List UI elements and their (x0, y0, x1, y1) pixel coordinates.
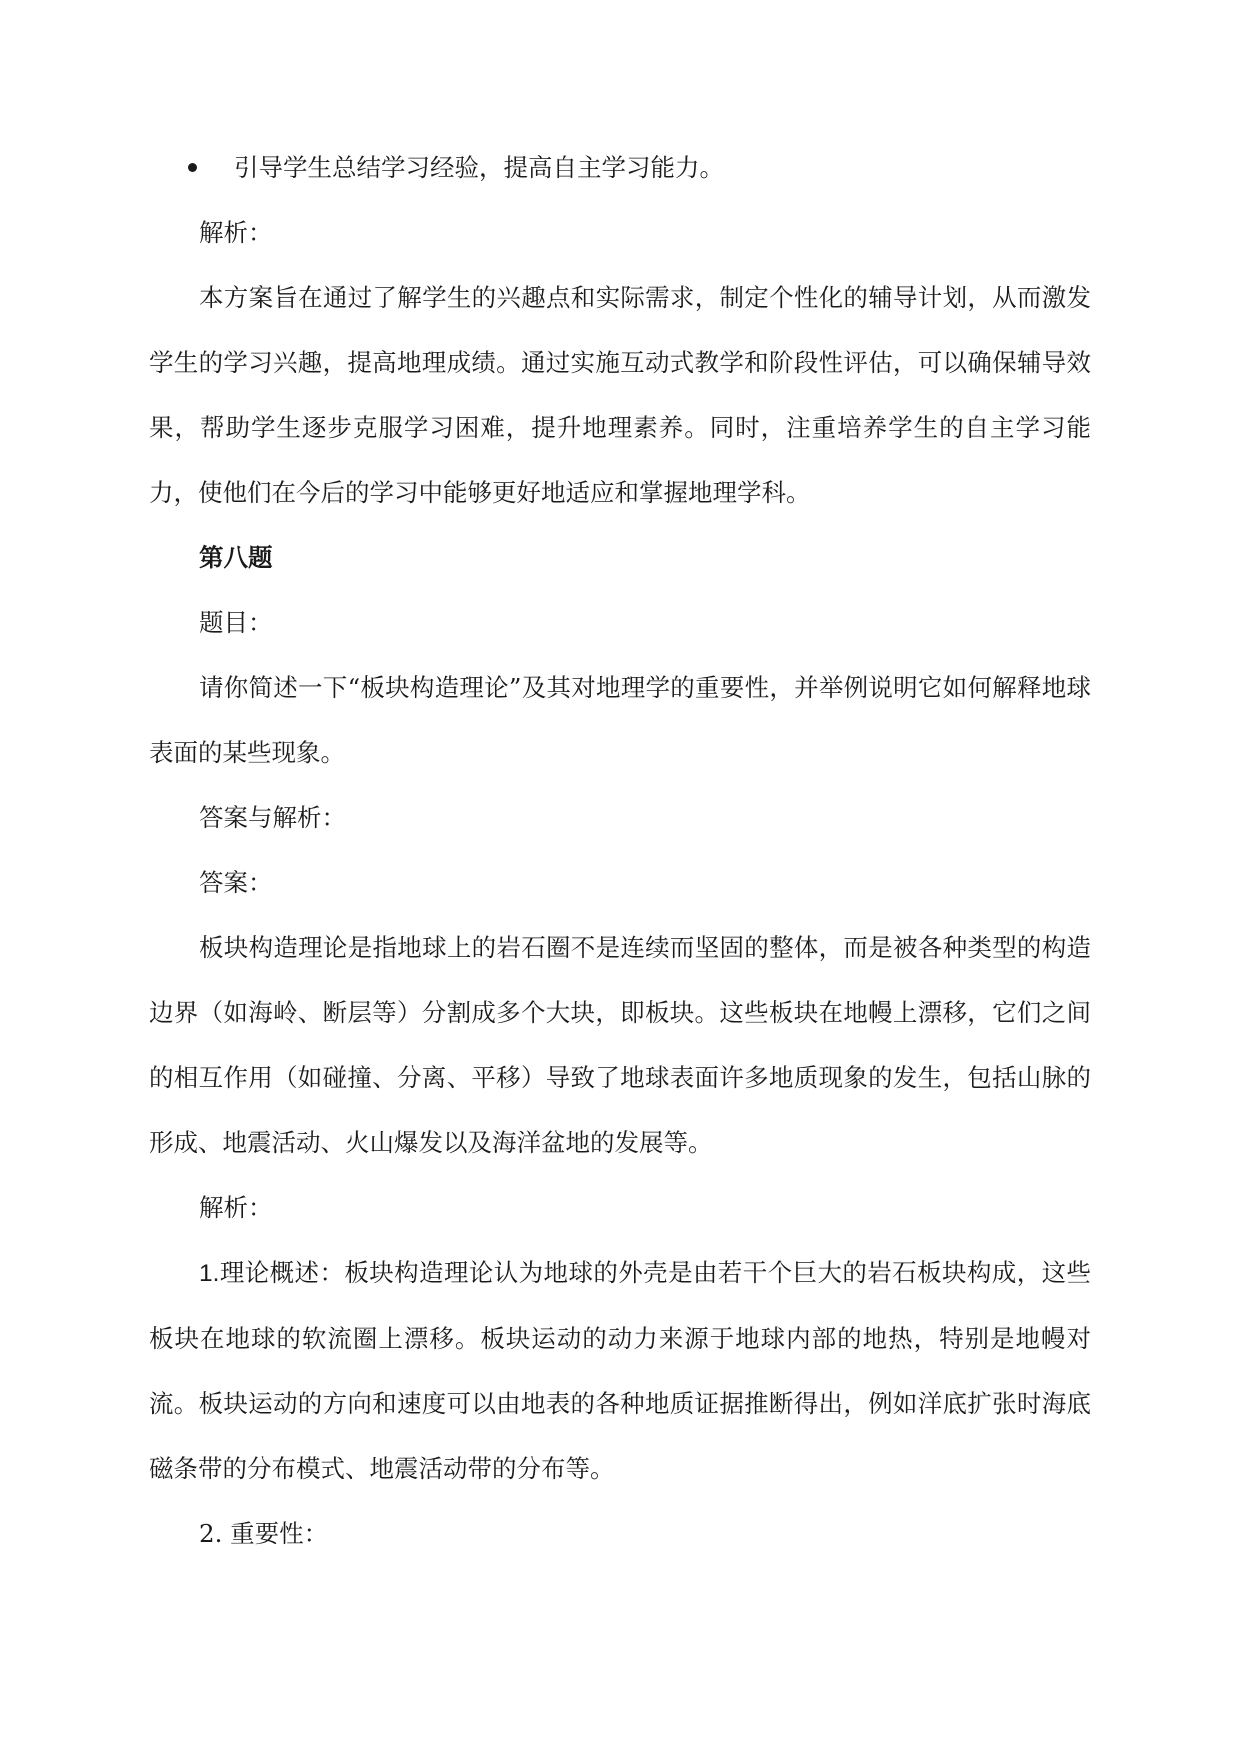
document-body (149, 135, 1091, 1566)
answer-label: 答案： (199, 868, 273, 897)
bullet-text: 引导学生总结学习经验，提高自主学习能力。 (234, 153, 724, 182)
question-label: 题目： (199, 608, 273, 637)
analysis-label-2: 解析： (199, 1193, 273, 1222)
analysis-label: 解析： (199, 218, 273, 247)
answer-paragraph: 板块构造理论是指地球上的岩石圈不是连续而坚固的整体，而是被各种类型的构造边界（如海岭、断层等）分割成多个大块，即板块。这些板块在地幔上漂移，它们之间的相互作用（如碰撞、分离、平移）导致了地球表面许多地质现象的发生，包括山脉的形成、地震活动、火山爆发以及海洋盆地的发展等。 (149, 933, 1091, 1157)
point-1-paragraph (149, 1240, 1091, 1501)
point-1-number: 1. (199, 1260, 220, 1287)
question-heading: 第八题 (199, 543, 273, 572)
analysis-paragraph: 本方案旨在通过了解学生的兴趣点和实际需求，制定个性化的辅导计划，从而激发学生的学习兴趣，提高地理成绩。通过实施互动式教学和阶段性评估，可以确保辅导效果，帮助学生逐步克服学习困难，提升地理素养。同时，注重培养学生的自主学习能力，使他们在今后的学习中能够更好地适应和掌握地理学科。 (149, 283, 1091, 507)
question-paragraph: 请你简述一下“板块构造理论”及其对地理学的重要性，并举例说明它如何解释地球表面的某些现象。 (149, 673, 1091, 767)
bullet-dot-icon (188, 163, 197, 172)
point-1-text: 理论概述：板块构造理论认为地球的外壳是由若干个巨大的岩石板块构成，这些板块在地球的软流圈上漂移。板块运动的动力来源于地球内部的地热，特别是地幔对流。板块运动的方向和速度可以由地表的各种地质证据推断得出，例如洋底扩张时海底磁条带的分布模式、地震活动带的分布等。 (149, 1258, 1091, 1483)
bullet-list-item (149, 135, 1091, 200)
point-2-paragraph: 2. 重要性： (199, 1519, 329, 1548)
answer-analysis-label: 答案与解析： (199, 803, 346, 832)
